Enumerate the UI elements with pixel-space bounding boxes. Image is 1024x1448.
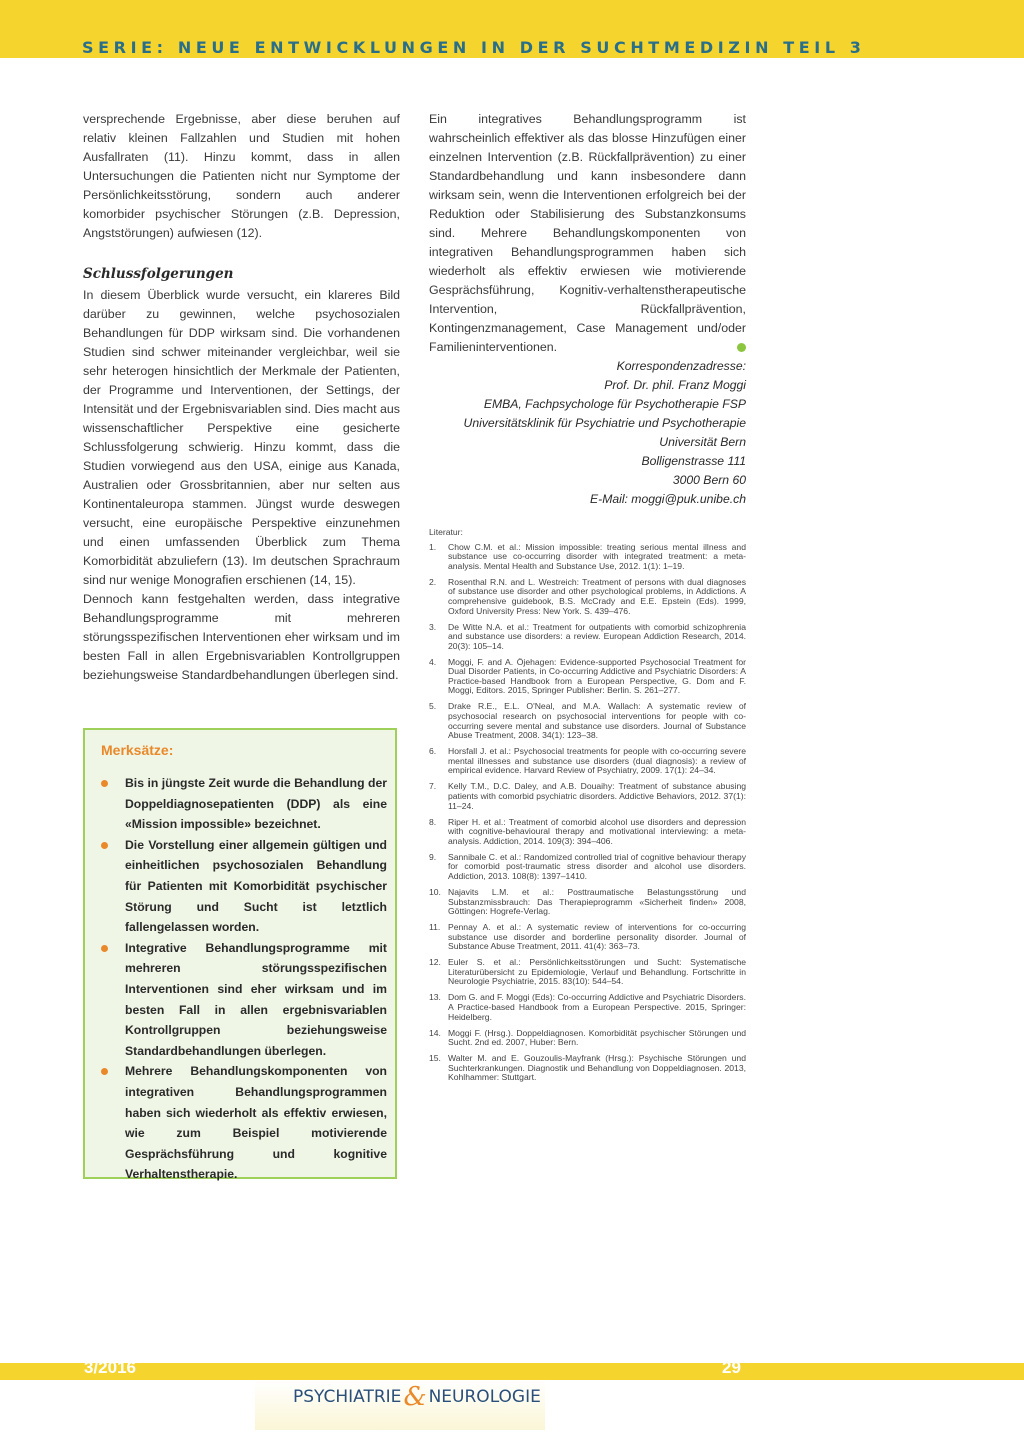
key-point-item — [101, 938, 387, 1062]
reference-item — [429, 702, 746, 740]
key-point-item — [101, 835, 387, 938]
reference-number: 6. — [429, 746, 437, 757]
reference-text: Najavits L.M. et al.: Posttraumatische Belastungsstörung und Substanzmissbrauch: Das Therapieprogramm «Sicherheit finden» 2008, Göttingen: Hogrefe-Verlag. — [448, 886, 746, 917]
bullet-icon — [101, 1068, 108, 1075]
reference-number: 10. — [429, 886, 441, 897]
key-point-item — [101, 1061, 387, 1185]
reference-text: Walter M. and E. Gouzoulis-Mayfrank (Hrsg.): Psychische Störungen und Suchterkrankungen. Diagnostik und Behandlung von Doppeldiagnosen. 2013, Kohlhammer: Stuttgart. — [448, 1053, 746, 1083]
key-point-item — [101, 773, 387, 835]
paragraph-conclusion-2: Dennoch kann festgehalten werden, dass integrative Behandlungsprogramme mit mehreren störungsspezifischen Interventionen eher wirksam und im besten Fall in allen Ergebnisvariablen Kontrollgruppen beziehungsweise Standardbehandlungen überlegen sind. — [83, 592, 400, 682]
bullet-icon — [101, 842, 108, 849]
reference-number: 1. — [429, 541, 437, 552]
reference-item — [429, 623, 746, 652]
reference-text: Pennay A. et al.: A systematic review of interventions for co-occurring substance use disorder and borderline personality disorder. Journal of Substance Abuse Treatment, 2011. 41(4): 363–73. — [448, 922, 746, 952]
reference-item — [429, 958, 746, 987]
left-column — [83, 110, 400, 685]
reference-text: Drake R.E., E.L. O'Neal, and M.A. Wallach: A systematic review of psychosocial research on psychosocial interventions for people with co-occurring severe mental and substance use disorders. Journal of Substance Abuse Treatment, 2008. 34(1): 123–38. — [448, 701, 746, 741]
journal-ampersand: & — [403, 1382, 427, 1412]
reference-text: De Witte N.A. et al.: Treatment for outpatients with comorbid schizophrenia and substance use disorders: a review. European Addiction Research, 2014. 20(3): 105–14. — [448, 621, 746, 651]
reference-text: Riper H. et al.: Treatment of comorbid alcohol use disorders and depression with cognitive-behavioural therapy and motivational interviewing: a meta-analysis. Addiction, 2014. 109(3): 394–406. — [448, 816, 746, 846]
reference-number: 13. — [429, 992, 441, 1003]
reference-text: Horsfall J. et al.: Psychosocial treatments for people with co-occurring severe mental illnesses and substance use disorders (dual diagnosis): a review of empirical evidence. Harvard Review of Psychiatry, 2009. 17(1): 24–34. — [448, 746, 746, 776]
bullet-icon — [101, 780, 108, 787]
key-point-text: Die Vorstellung einer allgemein gültigen und einheitlichen psychosozialen Behandlung für Patienten mit Komorbidität psychischer Störung und Sucht ist letztlich fallengelassen worden. — [125, 837, 387, 935]
page-number: 29 — [722, 1358, 741, 1377]
reference-number: 12. — [429, 957, 441, 968]
journal-logo — [293, 1382, 541, 1412]
street: Bolligenstrasse 111 — [641, 454, 746, 468]
reference-item — [429, 1029, 746, 1048]
reference-number: 8. — [429, 816, 437, 827]
reference-text: Moggi, F. and A. Öjehagen: Evidence-supported Psychosocial Treatment for Dual Disorder Patients, in Co-occurring Addictive and Psychiatric Disorders: A Practice-based Handbook from a European Perspective, G. Dom and F. Moggi, Editors. 2015, Springer Publisher: Berlin. S. 261–277. — [448, 656, 746, 696]
key-point-text: Bis in jüngste Zeit wurde die Behandlung der Doppeldiagnosepatienten (DDP) als eine «Mission impossible» bezeichnet. — [125, 776, 387, 832]
references — [429, 528, 746, 1089]
correspondence-address — [429, 357, 746, 509]
reference-text: Sannibale C. et al.: Randomized controlled trial of cognitive behaviour therapy for comorbid post-traumatic stress disorder and alcohol use disorders. Addiction, 2013. 108(8): 1397–1410. — [448, 851, 746, 881]
paragraph-right-text: Ein integratives Behandlungsprogramm ist wahrscheinlich effektiver als das blosse Hinzufügen einer einzelnen Intervention (z.B. Rückfallprävention) zu einer Standardbehandlung und kann insbesondere dann wirksam sein, wenn die Interventionen erfolgreich bei der Reduktion oder Stabilisierung des Substanzkonsums sind. Mehrere Behandlungskomponenten von integrativen Behandlungsprogrammen haben sich wiederholt als effektiv erwiesen wie motivierende Gesprächsführung, Kognitiv-verhaltenstherapeutische Intervention, Rückfallprävention, Kontingenzmanagement, Case Management und/oder Familieninterventionen. — [429, 112, 746, 354]
reference-number: 4. — [429, 656, 437, 667]
key-points-list — [101, 773, 387, 1185]
reference-item — [429, 853, 746, 882]
reference-text: Kelly T.M., D.C. Daley, and A.B. Douaihy: Treatment of substance abusing patients with comorbid psychiatric disorders. Addictive Behaviors, 2012. 37(1): 11–24. — [448, 781, 746, 811]
reference-number: 5. — [429, 701, 437, 712]
reference-text: Chow C.M. et al.: Mission impossible: treating serious mental illness and substance use co-occurring disorder with integrated treatment: a meta-analysis. Mental Health and Substance Use, 2012. 1(1): 1–19. — [448, 541, 746, 571]
paragraph-right — [429, 110, 746, 357]
reference-item — [429, 578, 746, 616]
reference-number: 14. — [429, 1027, 441, 1038]
key-points-box — [83, 728, 397, 1182]
footer-band — [0, 1363, 1024, 1380]
reference-item — [429, 818, 746, 847]
reference-number: 9. — [429, 851, 437, 862]
reference-item — [429, 993, 746, 1022]
references-label: Literatur: — [429, 527, 463, 537]
reference-text: Moggi F. (Hrsg.). Doppeldiagnosen. Komorbidität psychischer Störungen und Sucht. 2nd ed. 2007, Huber: Bern. — [448, 1027, 746, 1048]
reference-text: Dom G. and F. Moggi (Eds): Co-occurring Addictive and Psychiatric Disorders. A Practice-based Handbook from a European Perspective. 2015, Springer: Heidelberg. — [448, 992, 746, 1022]
reference-text: Euler S. et al.: Persönlichkeitsstörungen und Sucht: Systematische Literaturübersicht zu Epidemiologie, Verlauf und Behandlung. Fortschritte in Neurologie Psychiatrie, 2015. 83(10): 544–54. — [448, 957, 746, 987]
reference-number: 15. — [429, 1053, 441, 1064]
email[interactable]: E-Mail: moggi@puk.unibe.ch — [590, 492, 746, 506]
reference-number: 3. — [429, 621, 437, 632]
paragraph-conclusion-1: In diesem Überblick wurde versucht, ein klareres Bild darüber zu gewinnen, welche psychosozialen Behandlungen für DDP wirksam sind. Die vorhandenen Studien sind schwer miteinander vergleichbar, weil sie sehr heterogen hinsichtlich der Merkmale der Patienten, der Programme und Interventionen, der Settings, der Intensität und der Ergebnisvariablen sind. Dies macht aus wissenschaftlicher Perspektive eine gesicherte Schlussfolgerung schwierig. Hinzu kommt, dass die Studien vorwiegend aus den USA, einige aus Kanada, Australien oder Grossbritannien, aber nur selten aus Kontinentaleuropa stammen. Jüngst wurde deswegen versucht, eine europäische Perspektive einzunehmen und einen umfassenden Überblick zum Thema Komorbidität abzuliefern (13). Im deutschen Sprachraum sind nur wenige Monografien erschienen (14, 15). — [83, 288, 400, 587]
journal-name-part2: NEUROLOGIE — [428, 1387, 541, 1407]
reference-item — [429, 658, 746, 696]
key-point-text: Integrative Behandlungsprogramme mit mehreren störungsspezifischen Interventionen sind eher wirksam und im besten Fall in allen ergebnisvariablen Kontrollgruppen beziehungsweise Standardbehandlungen überlegen. — [125, 940, 387, 1058]
reference-number: 2. — [429, 576, 437, 587]
address-label: Korrespondenzadresse: — [616, 359, 746, 373]
issue-number: 3/2016 — [84, 1358, 136, 1377]
reference-number: 7. — [429, 781, 437, 792]
key-point-text: Mehrere Behandlungskomponenten von integrativen Behandlungsprogrammen haben sich wiederholt als effektiv erwiesen, wie zum Beispiel motivierende Gesprächsführung und kognitive Verhaltenstherapie. — [125, 1064, 387, 1182]
journal-name-part1: PSYCHIATRIE — [293, 1387, 402, 1407]
clinic-name: Universitätsklinik für Psychiatrie und Psychotherapie — [463, 416, 746, 430]
reference-item — [429, 888, 746, 917]
university-name: Universität Bern — [659, 435, 746, 449]
reference-item — [429, 923, 746, 952]
end-of-article-dot-icon — [737, 343, 746, 352]
reference-item — [429, 1054, 746, 1083]
series-title: SERIE: NEUE ENTWICKLUNGEN IN DER SUCHTMEDIZIN TEIL 3 — [82, 38, 866, 57]
reference-number: 11. — [429, 922, 441, 933]
reference-text: Rosenthal R.N. and L. Westreich: Treatment of persons with dual diagnoses of substance use disorder and other psychological problems, in Addictions. A comprehensive guidebook, B.S. McCrady and E.E. Epstein (Eds). 1999, Oxford University Press: New York. S. 439–476. — [448, 576, 746, 616]
author-title: EMBA, Fachpsychologe für Psychotherapie FSP — [483, 397, 746, 411]
reference-item — [429, 543, 746, 572]
right-column — [429, 110, 746, 357]
bullet-icon — [101, 945, 108, 952]
author-name: Prof. Dr. phil. Franz Moggi — [604, 378, 746, 392]
section-heading: Schlussfolgerungen — [83, 266, 234, 282]
reference-item — [429, 747, 746, 776]
key-points-title: Merksätze: — [101, 742, 174, 758]
reference-item — [429, 782, 746, 811]
paragraph-intro: versprechende Ergebnisse, aber diese beruhen auf relativ kleinen Fallzahlen und Studien mit hohen Ausfallraten (11). Hinzu kommt, dass in allen Untersuchungen die Patienten nicht nur Symptome der Persönlichkeitsstörung, sondern auch anderer komorbider psychischer Störungen (z.B. Depression, Angststörungen) aufwiesen (12). — [83, 112, 400, 240]
city: 3000 Bern 60 — [672, 473, 746, 487]
